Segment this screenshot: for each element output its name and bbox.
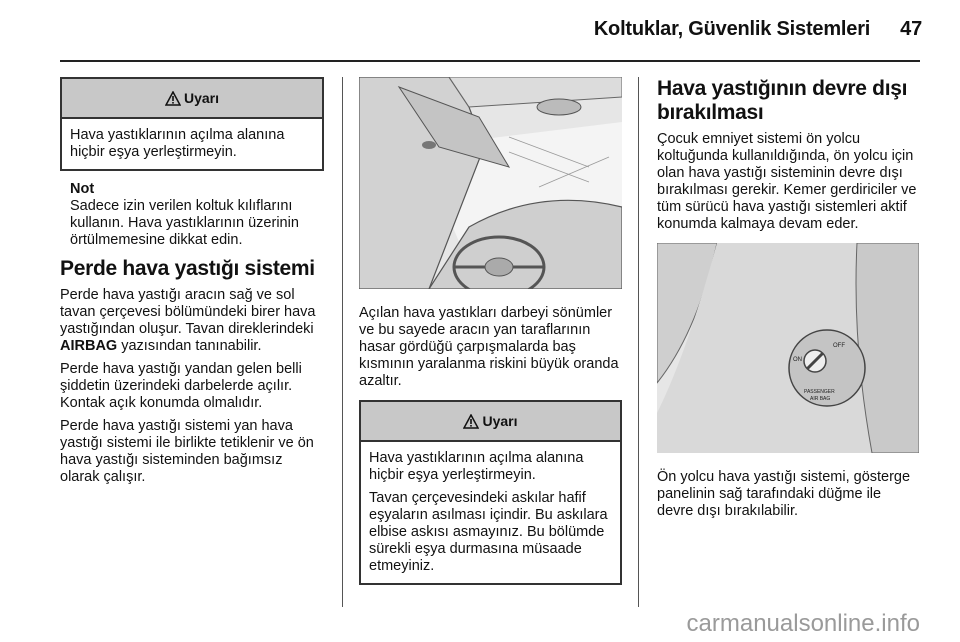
- page-number: 47: [900, 18, 922, 40]
- paragraph-curtain-3: Perde hava yastığı sistemi yan hava yastığı sistemi ile birlikte tetiklenir ve ön hava yastığı sisteminden bağımsız olarak çalışır.: [60, 418, 314, 485]
- section-heading-curtain-airbag: Perde hava yastığı sistemi: [60, 257, 315, 280]
- warning-body: [361, 442, 620, 583]
- warning-box-left: [60, 77, 324, 171]
- switch-off-label: OFF: [833, 343, 845, 349]
- warning-header: [62, 79, 322, 119]
- warning-triangle-icon: [165, 91, 181, 106]
- warning-text-1: Hava yastıklarının açılma alanına hiçbir eşya yerleştirmeyin.: [369, 450, 584, 483]
- figure-caption: Açılan hava yastıkları darbeyi sönümler ve bu sayede aracın yan taraflarının hasar gördüğü çarpışmalarda baş kısmının yaralanma riskini büyük oranda azaltır.: [359, 305, 619, 389]
- middle-column: [359, 77, 622, 595]
- switch-on-label: ON: [793, 357, 802, 363]
- warning-text: Hava yastıklarının açılma alanına hiçbir eşya yerleştirmeyin.: [70, 127, 285, 160]
- paragraph-text: yazısından tanınabilir.: [117, 338, 262, 354]
- paragraph-curtain-1: [60, 287, 324, 355]
- warning-body: [62, 119, 322, 169]
- paragraph-text: Perde hava yastığı aracın sağ ve sol tavan çerçevesi bölümündeki birer hava yastığından oluşur. Tavan direklerindeki: [60, 287, 316, 337]
- header-rule: [60, 60, 920, 62]
- warning-header: [361, 402, 620, 442]
- note-block: [60, 181, 324, 249]
- page-header: [594, 18, 922, 41]
- paragraph-deactivation-1: Çocuk emniyet sistemi ön yolcu koltuğunda kullanıldığında, ön yolcu için olan hava yastığı sisteminin devre dışı bırakılması gerekir. Kemer gerdiriciler ve tüm sürücü hava yastığı sistemleri aktif konumda kalmaya devam eder.: [657, 131, 917, 232]
- right-column: [657, 77, 921, 526]
- airbag-switch-figure: [657, 243, 919, 453]
- paragraph-deactivation-2: Ön yolcu hava yastığı sistemi, gösterge panelinin sağ tarafındaki düğme ile devre dışı bırakılabilir.: [657, 469, 911, 519]
- left-column: [60, 77, 324, 492]
- note-title: Not: [70, 181, 95, 197]
- column-divider-left: [342, 77, 343, 607]
- header-title: Koltuklar, Güvenlik Sistemleri: [593, 18, 871, 40]
- paragraph-curtain-2: Perde hava yastığı yandan gelen belli şiddetin üzerindeki darbelerde açılır. Kontak açık konumda olmalıdır.: [60, 361, 302, 411]
- switch-passenger-label: PASSENGER: [804, 389, 835, 395]
- warning-triangle-icon: [463, 414, 479, 429]
- airbag-label: AIRBAG: [60, 338, 118, 354]
- watermark: carmanualsonline.info: [686, 610, 920, 637]
- column-divider-right: [638, 77, 639, 607]
- warning-title: Uyarı: [482, 412, 518, 429]
- section-heading-deactivation: Hava yastığının devre dışı bırakılması: [657, 77, 908, 124]
- warning-box-middle: [359, 400, 622, 585]
- curtain-airbag-figure: [359, 77, 622, 289]
- switch-airbag-label: AIR BAG: [810, 396, 831, 402]
- warning-title: Uyarı: [183, 89, 220, 106]
- warning-text-2: Tavan çerçevesindeki askılar hafif eşyaların asılması içindir. Bu askılara elbise askısı asmayınız. Bu bölümde sürekli eşya durmasına müsaade etmeyiniz.: [369, 490, 608, 574]
- note-text: Sadece izin verilen koltuk kılıflarını kullanın. Hava yastıklarının üzerinin örtülmemesine dikkat edin.: [70, 198, 299, 248]
